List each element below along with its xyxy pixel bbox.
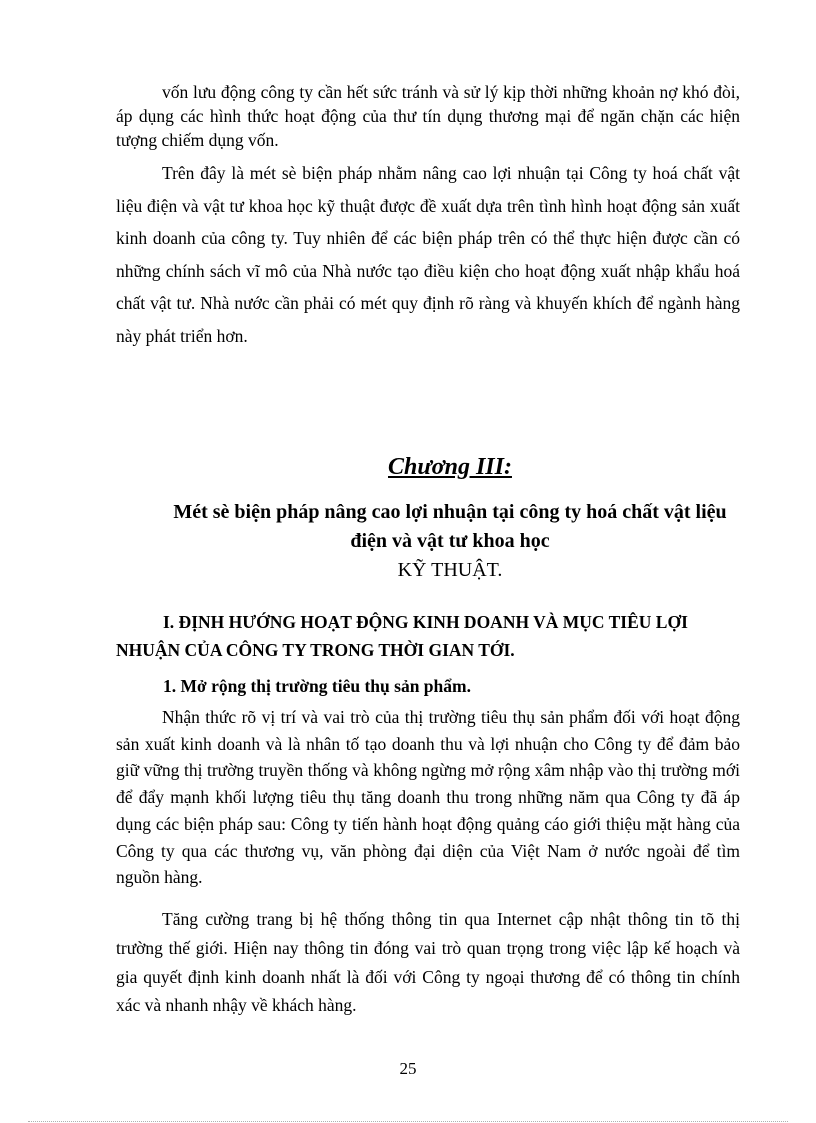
- footer-divider: [28, 1121, 788, 1122]
- page-number: 25: [399, 1059, 417, 1078]
- chapter-subtitle: [116, 498, 784, 585]
- chapter-subtitle-line2: điện và vật tư khoa học: [350, 530, 550, 552]
- paragraph-continued: [116, 80, 740, 152]
- chapter-subtitle-line1: Mét sè biện pháp nâng cao lợi nhuận tại công ty hoá chất vật liệu: [173, 501, 727, 523]
- paragraph-information: [116, 905, 740, 1020]
- paragraph-text: Trên đây là mét sè biện pháp nhằm nâng cao lợi nhuận tại Công ty hoá chất vật liệu điện và vật tư khoa học kỹ thuật được đề xuất dựa trên tình hình hoạt động sản xuất kinh doanh của công ty. Tuy nhiên để các biện pháp trên có thể thực hiện được cần có những chính sách vĩ mô của Nhà nước tạo điều kiện cho hoạt động xuất nhập khẩu hoá chất vật tư. Nhà nước cần phải có mét quy định rõ ràng và khuyến khích để ngành hàng này phát triển hơn.: [116, 163, 740, 346]
- section-heading: [116, 608, 742, 664]
- paragraph-summary: [116, 157, 740, 352]
- paragraph-text: vốn lưu động công ty cần hết sức tránh và sử lý kịp thời những khoản nợ khó đòi, áp dụng các hình thức hoạt động của thư tín dụng thương mại để ngăn chặn các hiện tượng chiếm dụng vốn.: [116, 82, 740, 150]
- chapter-subtitle-line3: KỸ THUẬT.: [397, 559, 503, 581]
- paragraph-text: Tăng cường trang bị hệ thống thông tin qua Internet cập nhật thông tin tõ thị trường thế giới. Hiện nay thông tin đóng vai trò quan trọng trong việc lập kế hoạch và gia quyết định kinh doanh nhất là đối với Công ty ngoại thương để có thông tin chính xác và nhanh nhậy về khách hàng.: [116, 909, 740, 1016]
- chapter-title: Chương III:: [388, 454, 512, 480]
- section-heading-line1: I. ĐỊNH HƯỚNG HOẠT ĐỘNG KINH DOANH VÀ MỤC TIÊU LỢI: [163, 612, 688, 632]
- section-heading-line2: NHUẬN CỦA CÔNG TY TRONG THỜI GIAN TỚI.: [116, 640, 515, 660]
- subsection-heading: 1. Mở rộng thị trường tiêu thụ sản phẩm.: [163, 676, 471, 696]
- paragraph-text: Nhận thức rõ vị trí và vai trò của thị trường tiêu thụ sản phẩm đối với hoạt động sản xuất kinh doanh và là nhân tố tạo doanh thu và lợi nhuận cho Công ty để đảm bảo giữ vững thị trường truyền thống và không ngừng mở rộng xâm nhập vào thị trường mới để đẩy mạnh khối lượng tiêu thụ tăng doanh thu trong những năm qua Công ty đã áp dụng các biện pháp sau: Công ty tiến hành hoạt động quảng cáo giới thiệu mặt hàng của Công ty qua các thương vụ, văn phòng đại diện của Việt Nam ở nước ngoài để tìm nguồn hàng.: [116, 707, 740, 888]
- paragraph-market: [116, 704, 740, 891]
